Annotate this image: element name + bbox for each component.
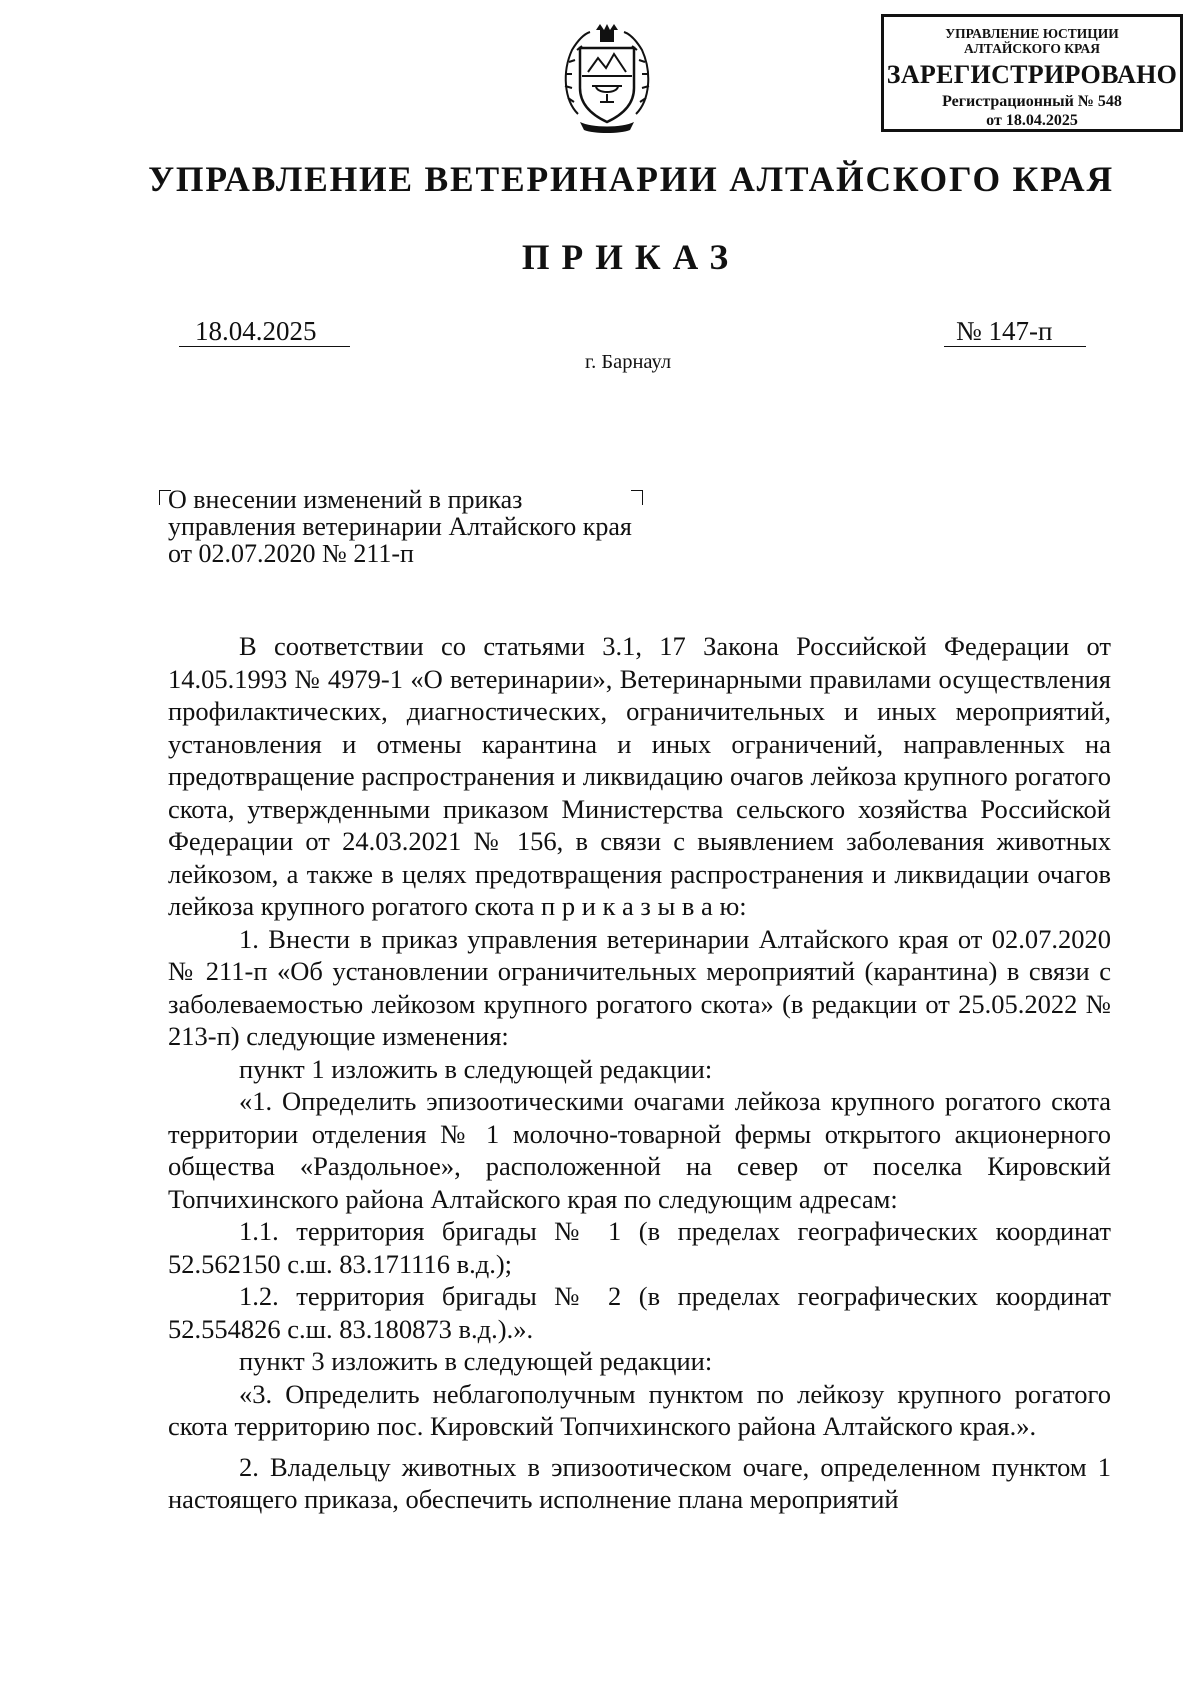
stamp-authority-line2: АЛТАЙСКОГО КРАЯ: [963, 41, 1101, 56]
amendment-point-1-1: 1.1. территория бригады № 1 (в пределах географических координат 52.562150 с.ш. 83.171116 в.д.);: [168, 1216, 1111, 1279]
document-subject: О внесении изменений в приказ управления ветеринарии Алтайского края от 02.07.2020 № 211-п: [168, 485, 632, 568]
document-number: № 147-п: [944, 316, 1086, 347]
amendment-point-3-text: «3. Определить неблагополучным пунктом по лейкозу крупного рогатого скота территорию пос. Кировский Топчихинского района Алтайского края.».: [168, 1378, 1111, 1441]
amendment-point-3-intro: пункт 3 изложить в следующей редакции:: [239, 1346, 713, 1376]
registration-stamp: [881, 14, 1183, 132]
preamble-paragraph: В соответствии со статьями 3.1, 17 Закона Российской Федерации от 14.05.1993 № 4979-1 «О ветеринарии», Ветеринарными правилами осуществления профилактических, диагностических, ограничительных и иных мероприятий, установления и отмены карантина и иных ограничений, направленных на предотвращение распространения и ликвидацию очагов лейкоза крупного рогатого скота, утвержденными приказом Министерства сельского хозяйства Российской Федерации от 24.03.2021 № 156, в связи с выявлением заболевания животных лейкозом, а также в целях предотвращения распространения и ликвидации очагов лейкоза крупного рогатого скота п р и к а з ы в а ю:: [168, 631, 1111, 921]
clause-1-paragraph: 1. Внести в приказ управления ветеринарии Алтайского края от 02.07.2020 № 211-п «Об установлении ограничительных мероприятий (карантина) в связи с заболеваемостью лейкозом крупного рогатого скота» (в редакции от 25.05.2022 № 213-п) следующие изменения:: [168, 923, 1111, 1051]
stamp-authority-line1: УПРАВЛЕНИЕ ЮСТИЦИИ: [945, 26, 1119, 41]
amendment-point-1-2: 1.2. территория бригады № 2 (в пределах географических координат 52.554826 с.ш. 83.180873 в.д.).».: [168, 1281, 1111, 1344]
stamp-reg-date: от 18.04.2025: [986, 112, 1078, 129]
document-type-title: ПРИКАЗ: [521, 237, 741, 277]
stamp-reg-number: Регистрационный № 548: [942, 93, 1122, 110]
document-city: г. Барнаул: [585, 351, 672, 373]
organization-title: УПРАВЛЕНИЕ ВЕТЕРИНАРИИ АЛТАЙСКОГО КРАЯ: [148, 159, 1114, 199]
coat-of-arms-icon: [560, 22, 654, 138]
clause-2-paragraph: 2. Владельцу животных в эпизоотическом очаге, определенном пунктом 1 настоящего приказа, обеспечить исполнение плана мероприятий: [168, 1451, 1111, 1514]
document-date: 18.04.2025: [179, 316, 350, 347]
document-body: [168, 630, 1111, 1516]
amendment-point-1-intro: пункт 1 изложить в следующей редакции:: [239, 1053, 713, 1084]
amendment-point-1-text: «1. Определить эпизоотическими очагами лейкоза крупного рогатого скота территории отделения № 1 молочно-товарной фермы открытого акционерного общества «Раздольное», расположенной на север от поселка Кировский Топчихинского района Алтайского края по следующим адресам:: [168, 1086, 1111, 1214]
stamp-status: ЗАРЕГИСТРИРОВАНО: [886, 60, 1178, 89]
